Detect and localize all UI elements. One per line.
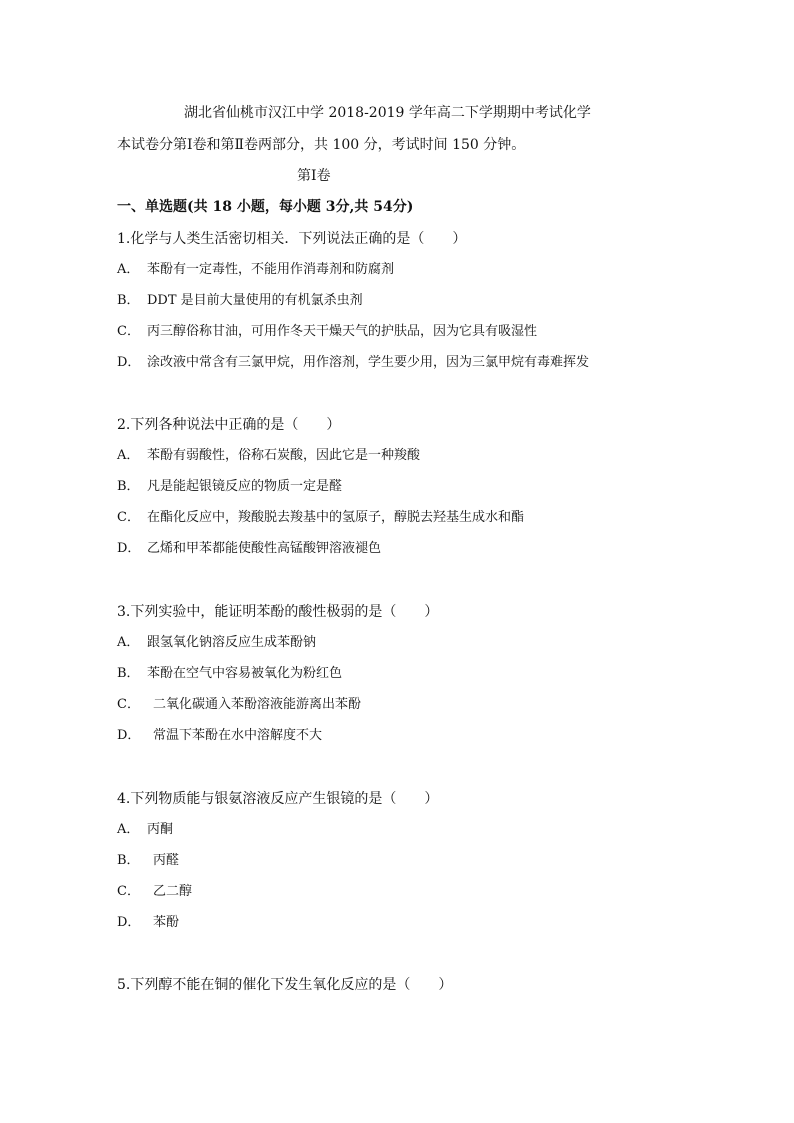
option-text: 丙三醇俗称甘油，可用作冬天干燥天气的护肤品，因为它具有吸湿性: [147, 324, 538, 339]
section-heading: 一、单选题(共 18 小题，每小题 3分,共 54分): [117, 199, 414, 215]
question-2-option-b: [117, 478, 342, 496]
option-text: 常温下苯酚在水中溶解度不大: [153, 728, 323, 743]
part-heading: 第Ⅰ卷: [297, 168, 331, 184]
option-text: 乙二醇: [153, 884, 193, 899]
option-text: 在酯化反应中，羧酸脱去羧基中的氢原子，醇脱去羟基生成水和酯: [147, 510, 525, 525]
option-letter: D．: [117, 915, 141, 930]
option-letter: A．: [117, 448, 140, 463]
option-letter: A．: [117, 822, 140, 837]
option-text: 涂改液中常含有三氯甲烷，用作溶剂，学生要少用，因为三氯甲烷有毒难挥发: [147, 355, 590, 370]
exam-intro: 本试卷分第Ⅰ卷和第Ⅱ卷两部分，共 100 分，考试时间 150 分钟。: [117, 137, 526, 153]
question-2-option-c: [117, 509, 524, 527]
question-3-option-d: [117, 727, 322, 745]
question-2-stem: 2.下列各种说法中正确的是（ ）: [117, 417, 341, 433]
question-3-stem: 3.下列实验中，能证明苯酚的酸性极弱的是（ ）: [117, 604, 439, 620]
option-letter: B．: [117, 853, 140, 868]
option-text: 苯酚有弱酸性，俗称石炭酸，因此它是一种羧酸: [147, 448, 421, 463]
question-5-stem: 5.下列醇不能在铜的催化下发生氧化反应的是（ ）: [117, 977, 453, 993]
option-text: 跟氢氧化钠溶反应生成苯酚钠: [147, 635, 317, 650]
option-letter: C．: [117, 884, 140, 899]
question-4-option-b: [117, 852, 179, 870]
question-2-option-a: [117, 447, 420, 465]
option-letter: B．: [117, 293, 140, 308]
option-letter: C．: [117, 324, 140, 339]
question-3-option-a: [117, 634, 316, 652]
question-3-option-c: [117, 696, 361, 714]
question-1-option-d: [117, 354, 589, 372]
option-text: 二氧化碳通入苯酚溶液能游离出苯酚: [153, 697, 362, 712]
question-4-option-d: [117, 914, 179, 932]
option-letter: D．: [117, 355, 141, 370]
option-letter: D．: [117, 728, 141, 743]
option-letter: B．: [117, 666, 140, 681]
question-1-option-a: [117, 261, 394, 279]
option-text: 苯酚有一定毒性，不能用作消毒剂和防腐剂: [147, 262, 395, 277]
exam-title: 湖北省仙桃市汉江中学 2018-2019 学年高二下学期期中考试化学: [184, 105, 591, 121]
question-1-stem: 1.化学与人类生活密切相关．下列说法正确的是（ ）: [117, 231, 467, 247]
option-letter: D．: [117, 541, 141, 556]
question-4-stem: 4.下列物质能与银氨溶液反应产生银镜的是（ ）: [117, 791, 439, 807]
option-text: DDT 是目前大量使用的有机氯杀虫剂: [147, 293, 363, 308]
option-letter: B．: [117, 479, 140, 494]
option-letter: C．: [117, 697, 140, 712]
option-text: 凡是能起银镜反应的物质一定是醛: [147, 479, 343, 494]
question-4-option-a: [117, 821, 173, 839]
option-text: 苯酚在空气中容易被氧化为粉红色: [147, 666, 343, 681]
option-letter: A．: [117, 635, 140, 650]
option-letter: A．: [117, 262, 140, 277]
option-letter: C．: [117, 510, 140, 525]
option-text: 苯酚: [153, 915, 180, 930]
question-2-option-d: [117, 540, 381, 558]
option-text: 丙醛: [153, 853, 180, 868]
question-1-option-c: [117, 323, 537, 341]
question-1-option-b: [117, 292, 363, 310]
option-text: 丙酮: [147, 822, 174, 837]
option-text: 乙烯和甲苯都能使酸性高锰酸钾溶液褪色: [147, 541, 382, 556]
question-3-option-b: [117, 665, 342, 683]
question-4-option-c: [117, 883, 192, 901]
